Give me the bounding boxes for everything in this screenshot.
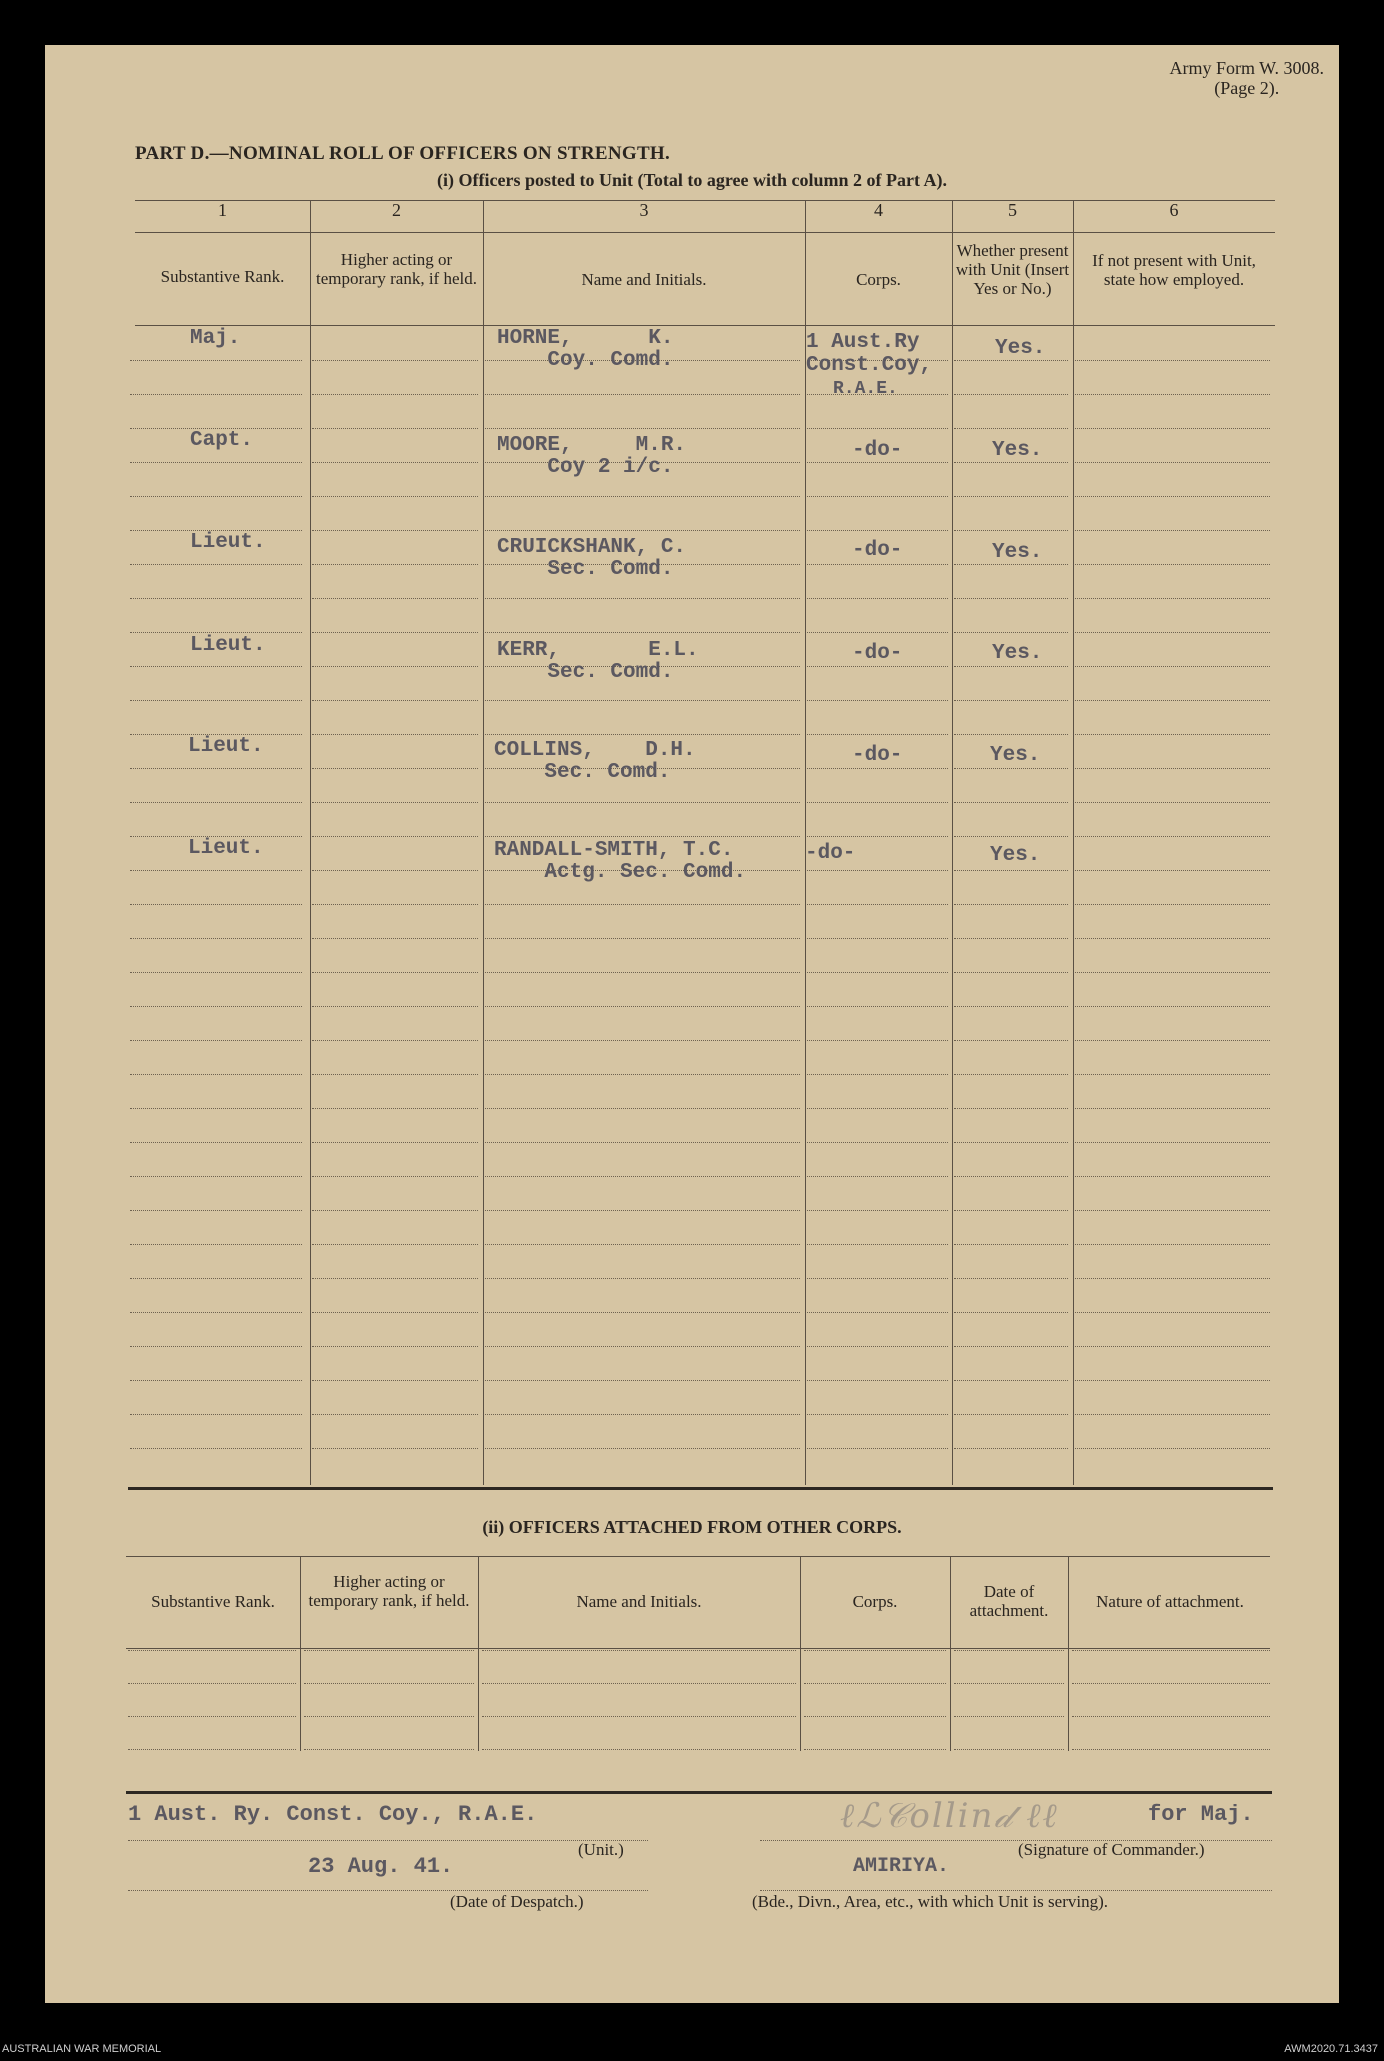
ruled-line	[954, 1683, 1064, 1684]
appointment-cell: Coy. Comd.	[497, 349, 674, 372]
ruled-line	[485, 598, 800, 599]
ruled-line	[954, 1176, 1068, 1177]
ruled-line	[485, 1074, 800, 1075]
unit-value: 1 Aust. Ry. Const. Coy., R.A.E.	[128, 1802, 538, 1827]
ruled-line	[1075, 1244, 1270, 1245]
ruled-line	[807, 1278, 948, 1279]
ruled-line	[312, 1210, 478, 1211]
part-title: PART D.—NOMINAL ROLL OF OFFICERS ON STRENGTH.	[135, 143, 671, 164]
ruled-line	[128, 1683, 296, 1684]
header-present: Whether present with Unit (Insert Yes or No.)	[955, 241, 1070, 298]
ruled-line	[312, 496, 478, 497]
ruled-line	[304, 1683, 474, 1684]
ruled-line	[130, 1210, 302, 1211]
location-line	[760, 1890, 1272, 1891]
ruled-line	[954, 1312, 1068, 1313]
ruled-line	[954, 632, 1068, 633]
ruled-line	[807, 1074, 948, 1075]
header-employed: If not present with Unit, state how employed.	[1092, 251, 1256, 289]
ruled-line	[312, 700, 478, 701]
ruled-line	[485, 1244, 800, 1245]
ruled-line	[807, 1142, 948, 1143]
ruled-line	[485, 1040, 800, 1041]
form-page-line: (Page 2).	[1214, 78, 1280, 98]
ruled-line	[954, 1210, 1068, 1211]
column-divider	[800, 1556, 801, 1751]
ruled-line	[485, 972, 800, 973]
ruled-line	[304, 1749, 474, 1750]
ruled-line	[954, 802, 1068, 803]
ruled-line	[1075, 666, 1270, 667]
ruled-line	[304, 1716, 474, 1717]
header-name-initials: Name and Initials.	[581, 270, 707, 289]
ruled-line	[807, 802, 948, 803]
unit-line	[128, 1840, 648, 1841]
column-divider	[310, 200, 311, 1485]
ruled-line	[482, 1650, 796, 1651]
ruled-line	[1075, 1278, 1270, 1279]
ruled-line	[807, 1176, 948, 1177]
ruled-line	[312, 394, 478, 395]
name-cell: MOORE, M.R.	[497, 434, 687, 457]
column-divider	[1073, 200, 1074, 1485]
ruled-line	[1075, 972, 1270, 973]
corps-cell: -do-	[852, 642, 903, 665]
ruled-line	[954, 870, 1068, 871]
ruled-line	[130, 1278, 302, 1279]
form-number	[1169, 58, 1324, 98]
ruled-line	[954, 1142, 1068, 1143]
ruled-line	[312, 972, 478, 973]
ruled-line	[485, 1414, 800, 1415]
ruled-line	[807, 1346, 948, 1347]
ruled-line	[807, 1380, 948, 1381]
ruled-line	[954, 1040, 1068, 1041]
appointment-cell: Sec. Comd.	[494, 761, 671, 784]
ruled-line	[807, 938, 948, 939]
corps-cell: 1 Aust.Ry	[806, 331, 920, 354]
ruled-line	[312, 598, 478, 599]
ruled-line	[485, 428, 800, 429]
column-divider	[300, 1556, 301, 1751]
name-cell: COLLINS, D.H.	[494, 739, 696, 762]
ruled-line	[130, 1244, 302, 1245]
header-higher-rank: Higher acting or temporary rank, if held.	[316, 250, 477, 288]
ruled-line	[1075, 1040, 1270, 1041]
ruled-line	[130, 360, 302, 361]
ruled-line	[807, 1210, 948, 1211]
ruled-line	[312, 1108, 478, 1109]
present-cell: Yes.	[990, 844, 1041, 867]
ruled-line	[130, 394, 302, 395]
ruled-line	[312, 1244, 478, 1245]
ruled-line	[482, 1749, 796, 1750]
ruled-line	[130, 1380, 302, 1381]
ruled-line	[485, 802, 800, 803]
ruled-line	[312, 1312, 478, 1313]
ruled-line	[485, 496, 800, 497]
ruled-line	[1075, 836, 1270, 837]
corps-cell: -do-	[852, 539, 903, 562]
ruled-line	[312, 870, 478, 871]
ruled-line	[1072, 1650, 1270, 1651]
signature-suffix: for Maj.	[1148, 1802, 1254, 1827]
ruled-line	[130, 496, 302, 497]
ruled-line	[807, 734, 948, 735]
location-value: AMIRIYA.	[853, 1855, 950, 1878]
ruled-line	[1075, 1210, 1270, 1211]
ruled-line	[130, 632, 302, 633]
ruled-line	[130, 972, 302, 973]
ruled-line	[804, 1749, 946, 1750]
corps-cell: -do-	[852, 439, 903, 462]
column-number: 6	[1169, 200, 1179, 220]
ruled-line	[1072, 1749, 1270, 1750]
ruled-line	[1075, 1448, 1270, 1449]
ruled-line	[807, 564, 948, 565]
signature-caption: (Signature of Commander.)	[1018, 1840, 1205, 1859]
ruled-line	[807, 1244, 948, 1245]
commander-signature: ℓℒ𝒞ollin𝒹 ℓℓ	[840, 1796, 1059, 1836]
column-divider	[1068, 1556, 1069, 1751]
ruled-line	[954, 1006, 1068, 1007]
ruled-line	[312, 904, 478, 905]
ruled-line	[954, 496, 1068, 497]
ruled-line	[312, 666, 478, 667]
corps-cell: R.A.E.	[833, 379, 898, 399]
ruled-line	[130, 802, 302, 803]
rank-cell: Lieut.	[188, 735, 264, 758]
ruled-line	[1075, 428, 1270, 429]
column-number: 3	[639, 200, 649, 220]
ruled-line	[485, 1142, 800, 1143]
ruled-line	[1075, 938, 1270, 939]
ruled-line	[128, 1650, 296, 1651]
rank-cell: Capt.	[190, 429, 254, 452]
ruled-line	[312, 1040, 478, 1041]
ruled-line	[1075, 802, 1270, 803]
ruled-line	[954, 836, 1068, 837]
ruled-line	[807, 530, 948, 531]
ruled-line	[954, 1749, 1064, 1750]
ruled-line	[1075, 1108, 1270, 1109]
ruled-line	[1075, 496, 1270, 497]
header-substantive-rank: Substantive Rank.	[151, 1592, 275, 1611]
column-divider	[478, 1556, 479, 1751]
part-subtitle: (i) Officers posted to Unit (Total to agree with column 2 of Part A).	[437, 170, 947, 190]
ruled-line	[130, 1142, 302, 1143]
ruled-line	[954, 1244, 1068, 1245]
ruled-line	[954, 598, 1068, 599]
name-cell: HORNE, K.	[497, 327, 674, 350]
ruled-line	[1075, 904, 1270, 905]
ruled-line	[312, 1346, 478, 1347]
ruled-line	[954, 904, 1068, 905]
ruled-line	[807, 904, 948, 905]
ruled-line	[312, 1142, 478, 1143]
header-name-initials: Name and Initials.	[576, 1592, 702, 1611]
ruled-line	[130, 1414, 302, 1415]
table-rule	[126, 1648, 1270, 1649]
appointment-cell: Sec. Comd.	[497, 661, 674, 684]
ruled-line	[807, 598, 948, 599]
ruled-line	[130, 904, 302, 905]
date-line	[128, 1890, 648, 1891]
ruled-line	[128, 1716, 296, 1717]
date-caption: (Date of Despatch.)	[450, 1892, 584, 1911]
ruled-line	[485, 1448, 800, 1449]
section-rule	[128, 1487, 1273, 1490]
ruled-line	[954, 1278, 1068, 1279]
ruled-line	[1075, 1414, 1270, 1415]
column-number: 5	[1008, 200, 1017, 220]
ruled-line	[954, 1448, 1068, 1449]
ruled-line	[130, 564, 302, 565]
ruled-line	[130, 1108, 302, 1109]
ruled-line	[954, 462, 1068, 463]
ruled-line	[312, 1074, 478, 1075]
ruled-line	[485, 1108, 800, 1109]
ruled-line	[1075, 1312, 1270, 1313]
column-number: 1	[218, 200, 227, 220]
archive-label: AUSTRALIAN WAR MEMORIAL	[2, 2043, 162, 2055]
ruled-line	[807, 1040, 948, 1041]
ruled-line	[485, 1380, 800, 1381]
ruled-line	[130, 666, 302, 667]
appointment-cell: Coy 2 i/c.	[497, 456, 674, 479]
ruled-line	[485, 1278, 800, 1279]
corps-cell: Const.Coy,	[806, 354, 933, 377]
ruled-line	[130, 1040, 302, 1041]
ruled-line	[807, 1006, 948, 1007]
ruled-line	[1075, 1380, 1270, 1381]
ruled-line	[1075, 394, 1270, 395]
ruled-line	[807, 496, 948, 497]
ruled-line	[130, 598, 302, 599]
ruled-line	[807, 632, 948, 633]
ruled-line	[954, 1074, 1068, 1075]
ruled-line	[312, 938, 478, 939]
rank-cell: Maj.	[190, 327, 241, 350]
ruled-line	[128, 1749, 296, 1750]
ruled-line	[312, 360, 478, 361]
ruled-line	[1075, 870, 1270, 871]
ruled-line	[1075, 598, 1270, 599]
ruled-line	[485, 904, 800, 905]
corps-cell: -do-	[852, 744, 903, 767]
ruled-line	[807, 462, 948, 463]
header-nature-attachment: Nature of attachment.	[1096, 1592, 1244, 1611]
ruled-line	[954, 666, 1068, 667]
ruled-line	[312, 802, 478, 803]
ruled-line	[954, 734, 1068, 735]
rank-cell: Lieut.	[190, 634, 266, 657]
ruled-line	[485, 1210, 800, 1211]
ruled-line	[1075, 564, 1270, 565]
header-date-attachment: Date of attachment.	[969, 1582, 1049, 1620]
header-corps: Corps.	[856, 270, 901, 289]
column-divider	[483, 200, 484, 1485]
ruled-line	[312, 462, 478, 463]
ruled-line	[954, 1716, 1064, 1717]
ruled-line	[1075, 1074, 1270, 1075]
ruled-line	[130, 938, 302, 939]
section-title: (ii) OFFICERS ATTACHED FROM OTHER CORPS.	[482, 1517, 902, 1537]
table-rule	[135, 325, 1275, 326]
ruled-line	[485, 394, 800, 395]
section-rule	[126, 1791, 1272, 1794]
ruled-line	[130, 1346, 302, 1347]
ruled-line	[485, 1176, 800, 1177]
present-cell: Yes.	[995, 337, 1046, 360]
ruled-line	[954, 972, 1068, 973]
ruled-line	[130, 1074, 302, 1075]
ruled-line	[807, 972, 948, 973]
ruled-line	[312, 734, 478, 735]
ruled-line	[804, 1650, 946, 1651]
archive-id: AWM2020.71.3437	[1284, 2043, 1378, 2055]
rank-cell: Lieut.	[188, 837, 264, 860]
ruled-line	[954, 1108, 1068, 1109]
ruled-line	[804, 1683, 946, 1684]
ruled-line	[1075, 1142, 1270, 1143]
ruled-line	[1075, 360, 1270, 361]
ruled-line	[1075, 462, 1270, 463]
header-substantive-rank: Substantive Rank.	[160, 267, 285, 286]
unit-caption: (Unit.)	[578, 1840, 624, 1859]
ruled-line	[807, 428, 948, 429]
ruled-line	[485, 1006, 800, 1007]
name-cell: RANDALL-SMITH, T.C.	[494, 839, 734, 862]
present-cell: Yes.	[992, 541, 1043, 564]
column-number: 2	[392, 200, 401, 220]
ruled-line	[482, 1683, 796, 1684]
ruled-line	[954, 700, 1068, 701]
form-number-line: Army Form W. 3008.	[1169, 58, 1324, 78]
ruled-line	[130, 1312, 302, 1313]
ruled-line	[1075, 734, 1270, 735]
ruled-line	[954, 428, 1068, 429]
ruled-line	[1075, 1176, 1270, 1177]
ruled-line	[485, 1346, 800, 1347]
table-rule	[135, 232, 1275, 233]
ruled-line	[485, 734, 800, 735]
ruled-line	[1075, 1006, 1270, 1007]
name-cell: CRUICKSHANK, C.	[497, 536, 687, 559]
ruled-line	[485, 836, 800, 837]
ruled-line	[807, 1312, 948, 1313]
ruled-line	[1075, 632, 1270, 633]
present-cell: Yes.	[990, 744, 1041, 767]
ruled-line	[485, 530, 800, 531]
ruled-line	[312, 836, 478, 837]
rank-cell: Lieut.	[190, 531, 266, 554]
ruled-line	[304, 1650, 474, 1651]
ruled-line	[130, 1176, 302, 1177]
ruled-line	[954, 1346, 1068, 1347]
ruled-line	[312, 1448, 478, 1449]
ruled-line	[954, 1414, 1068, 1415]
ruled-line	[1075, 530, 1270, 531]
ruled-line	[312, 1006, 478, 1007]
appointment-cell: Actg. Sec. Comd.	[494, 861, 747, 884]
ruled-line	[130, 462, 302, 463]
ruled-line	[312, 1414, 478, 1415]
ruled-line	[312, 428, 478, 429]
ruled-line	[1072, 1683, 1270, 1684]
name-cell: KERR, E.L.	[497, 639, 699, 662]
ruled-line	[312, 1380, 478, 1381]
ruled-line	[954, 564, 1068, 565]
ruled-line	[130, 1006, 302, 1007]
ruled-line	[807, 666, 948, 667]
ruled-line	[130, 870, 302, 871]
location-caption: (Bde., Divn., Area, etc., with which Unit is serving).	[752, 1892, 1108, 1911]
ruled-line	[804, 1716, 946, 1717]
ruled-line	[312, 1176, 478, 1177]
corps-cell: -do-	[805, 842, 856, 865]
ruled-line	[130, 768, 302, 769]
date-value: 23 Aug. 41.	[308, 1854, 454, 1879]
ruled-line	[312, 768, 478, 769]
present-cell: Yes.	[992, 642, 1043, 665]
ruled-line	[807, 1448, 948, 1449]
ruled-line	[954, 938, 1068, 939]
ruled-line	[312, 564, 478, 565]
header-corps: Corps.	[852, 1592, 898, 1611]
column-number: 4	[874, 200, 883, 220]
header-higher-rank: Higher acting or temporary rank, if held.	[308, 1572, 470, 1610]
ruled-line	[130, 1448, 302, 1449]
ruled-line	[954, 530, 1068, 531]
present-cell: Yes.	[992, 439, 1043, 462]
ruled-line	[807, 700, 948, 701]
ruled-line	[482, 1716, 796, 1717]
ruled-line	[312, 632, 478, 633]
ruled-line	[807, 870, 948, 871]
ruled-line	[807, 836, 948, 837]
ruled-line	[807, 768, 948, 769]
ruled-line	[954, 1380, 1068, 1381]
ruled-line	[1075, 768, 1270, 769]
table-rule	[126, 1556, 1270, 1557]
ruled-line	[312, 1278, 478, 1279]
appointment-cell: Sec. Comd.	[497, 558, 674, 581]
ruled-line	[954, 1650, 1064, 1651]
ruled-line	[485, 700, 800, 701]
ruled-line	[1072, 1716, 1270, 1717]
ruled-line	[130, 700, 302, 701]
ruled-line	[807, 1108, 948, 1109]
ruled-line	[485, 632, 800, 633]
ruled-line	[954, 768, 1068, 769]
ruled-line	[485, 1312, 800, 1313]
ruled-line	[807, 1414, 948, 1415]
ruled-line	[954, 360, 1068, 361]
ruled-line	[312, 530, 478, 531]
column-divider	[952, 200, 953, 1485]
ruled-line	[485, 938, 800, 939]
ruled-line	[1075, 700, 1270, 701]
ruled-line	[1075, 1346, 1270, 1347]
ruled-line	[954, 394, 1068, 395]
